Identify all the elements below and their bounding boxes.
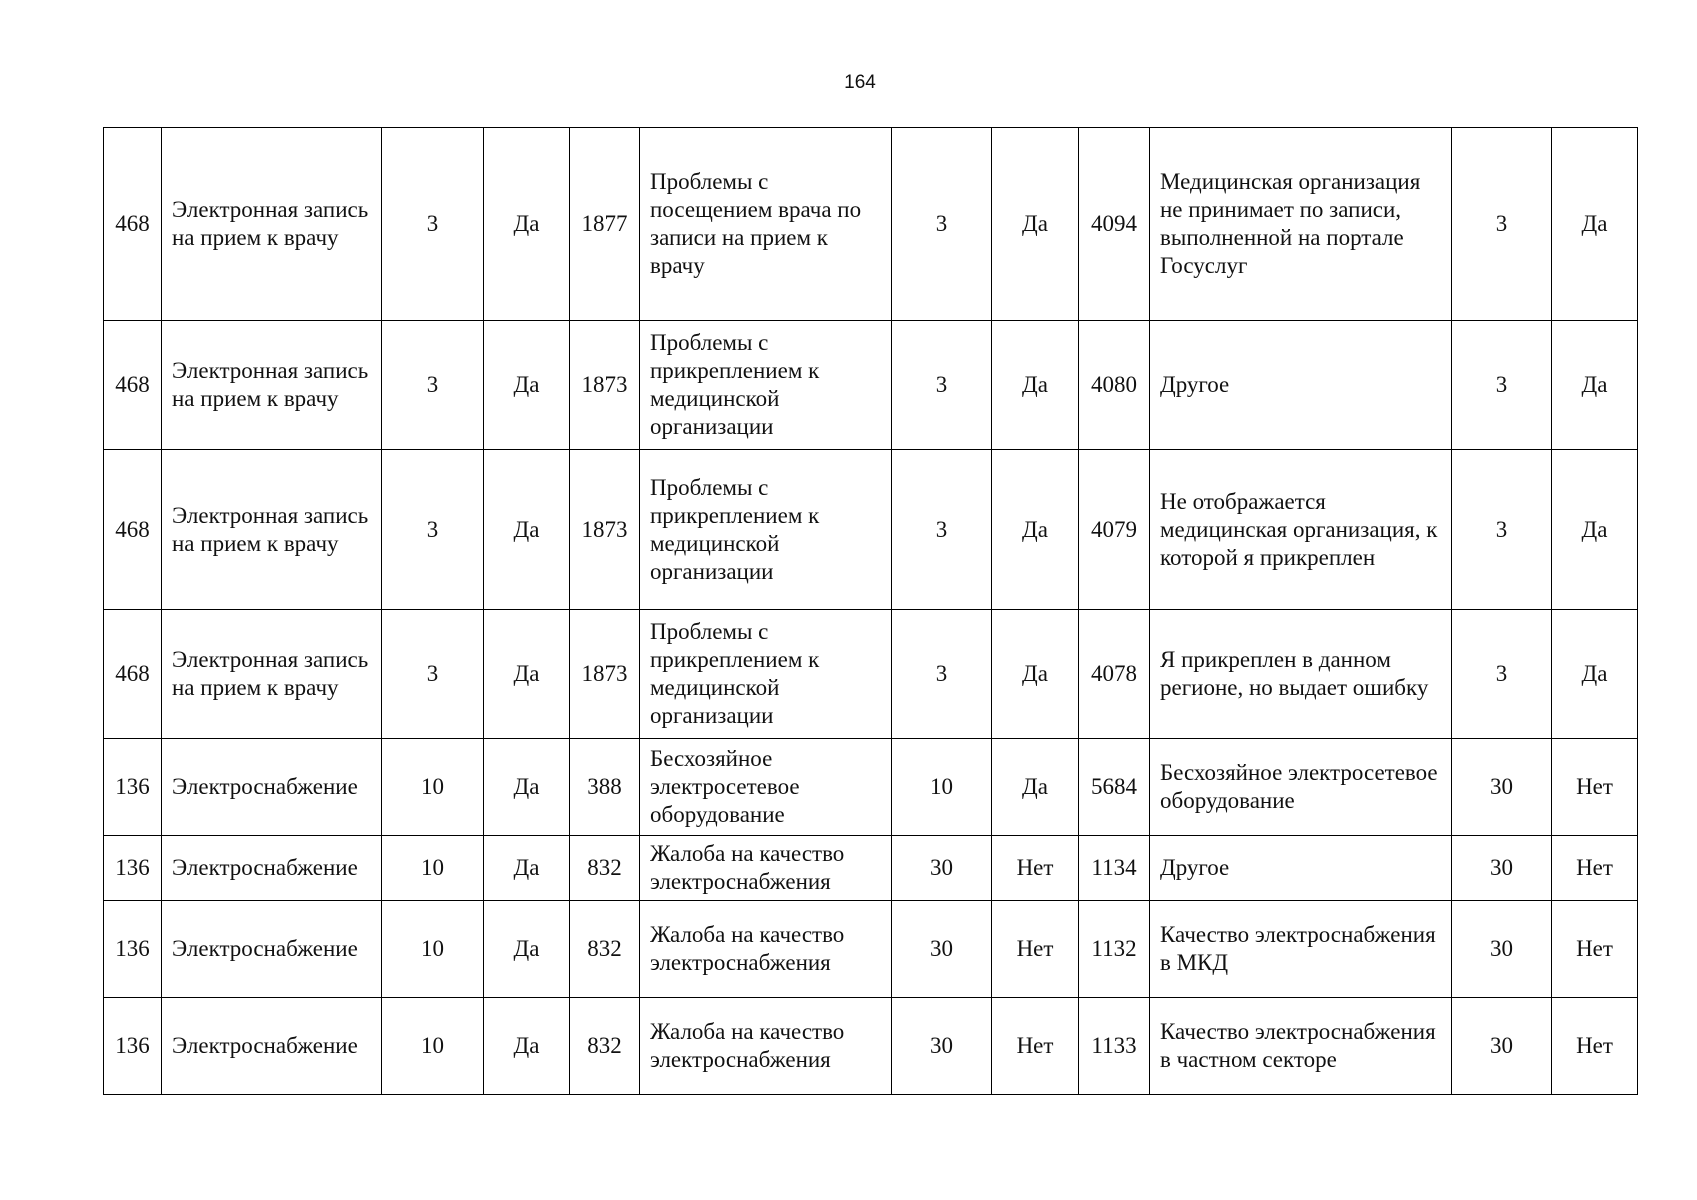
subcategory-id-cell: 1873 (570, 610, 640, 739)
category-name-cell: Электроснабжение (162, 836, 382, 901)
table-row (104, 901, 1638, 998)
category-term-cell: 3 (382, 610, 484, 739)
fact-term-cell: 3 (1452, 610, 1552, 739)
subcategory-name-cell: Бесхозяйное электросетевое оборудование (640, 739, 892, 836)
category-id-cell: 468 (104, 128, 162, 321)
category-flag-cell: Да (484, 450, 570, 610)
subcategory-name-cell: Проблемы с прикреплением к медицинской организации (640, 450, 892, 610)
fact-flag-cell: Нет (1552, 739, 1638, 836)
subcategory-id-cell: 1873 (570, 321, 640, 450)
category-term-cell: 10 (382, 998, 484, 1095)
fact-flag-cell: Да (1552, 321, 1638, 450)
subcategory-flag-cell: Да (992, 610, 1079, 739)
fact-id-cell: 4094 (1079, 128, 1150, 321)
subcategory-flag-cell: Да (992, 739, 1079, 836)
fact-term-cell: 30 (1452, 901, 1552, 998)
subcategory-name-cell: Проблемы с прикреплением к медицинской организации (640, 610, 892, 739)
fact-flag-cell: Нет (1552, 836, 1638, 901)
fact-id-cell: 4078 (1079, 610, 1150, 739)
subcategory-term-cell: 3 (892, 610, 992, 739)
category-flag-cell: Да (484, 739, 570, 836)
subcategory-term-cell: 3 (892, 450, 992, 610)
category-id-cell: 136 (104, 998, 162, 1095)
category-id-cell: 136 (104, 901, 162, 998)
subcategory-term-cell: 3 (892, 128, 992, 321)
subcategory-term-cell: 3 (892, 321, 992, 450)
subcategory-term-cell: 30 (892, 901, 992, 998)
category-name-cell: Электронная запись на прием к врачу (162, 128, 382, 321)
table-row (104, 739, 1638, 836)
fact-flag-cell: Нет (1552, 901, 1638, 998)
category-name-cell: Электронная запись на прием к врачу (162, 610, 382, 739)
fact-name-cell: Качество электроснабжения в частном секторе (1150, 998, 1452, 1095)
fact-flag-cell: Да (1552, 610, 1638, 739)
subcategory-flag-cell: Да (992, 128, 1079, 321)
subcategory-name-cell: Жалоба на качество электроснабжения (640, 901, 892, 998)
subcategory-term-cell: 30 (892, 998, 992, 1095)
subcategory-flag-cell: Нет (992, 901, 1079, 998)
page-number: 164 (844, 72, 876, 93)
category-flag-cell: Да (484, 321, 570, 450)
fact-term-cell: 30 (1452, 998, 1552, 1095)
category-flag-cell: Да (484, 901, 570, 998)
fact-id-cell: 1132 (1079, 901, 1150, 998)
fact-flag-cell: Да (1552, 128, 1638, 321)
subcategory-name-cell: Проблемы с посещением врача по записи на прием к врачу (640, 128, 892, 321)
fact-flag-cell: Нет (1552, 998, 1638, 1095)
fact-name-cell: Медицинская организация не принимает по записи, выполненной на портале Госуслуг (1150, 128, 1452, 321)
category-term-cell: 10 (382, 901, 484, 998)
category-id-cell: 468 (104, 321, 162, 450)
fact-name-cell: Бесхозяйное электросетевое оборудование (1150, 739, 1452, 836)
category-flag-cell: Да (484, 610, 570, 739)
subcategory-id-cell: 832 (570, 836, 640, 901)
fact-id-cell: 1133 (1079, 998, 1150, 1095)
fact-id-cell: 4079 (1079, 450, 1150, 610)
subcategory-id-cell: 832 (570, 901, 640, 998)
subcategory-term-cell: 30 (892, 836, 992, 901)
fact-id-cell: 1134 (1079, 836, 1150, 901)
table-row (104, 128, 1638, 321)
category-id-cell: 136 (104, 836, 162, 901)
category-term-cell: 10 (382, 836, 484, 901)
registry-table (103, 127, 1638, 1095)
subcategory-flag-cell: Нет (992, 998, 1079, 1095)
subcategory-flag-cell: Да (992, 321, 1079, 450)
table-row (104, 450, 1638, 610)
fact-flag-cell: Да (1552, 450, 1638, 610)
category-flag-cell: Да (484, 836, 570, 901)
subcategory-name-cell: Жалоба на качество электроснабжения (640, 836, 892, 901)
category-name-cell: Электронная запись на прием к врачу (162, 321, 382, 450)
fact-name-cell: Другое (1150, 321, 1452, 450)
subcategory-name-cell: Проблемы с прикреплением к медицинской организации (640, 321, 892, 450)
fact-id-cell: 5684 (1079, 739, 1150, 836)
table-row (104, 321, 1638, 450)
subcategory-id-cell: 1873 (570, 450, 640, 610)
category-id-cell: 468 (104, 450, 162, 610)
category-name-cell: Электронная запись на прием к врачу (162, 450, 382, 610)
fact-term-cell: 3 (1452, 128, 1552, 321)
fact-term-cell: 30 (1452, 836, 1552, 901)
category-term-cell: 3 (382, 450, 484, 610)
subcategory-name-cell: Жалоба на качество электроснабжения (640, 998, 892, 1095)
table-row (104, 610, 1638, 739)
category-term-cell: 3 (382, 128, 484, 321)
subcategory-id-cell: 388 (570, 739, 640, 836)
category-name-cell: Электроснабжение (162, 739, 382, 836)
fact-term-cell: 3 (1452, 321, 1552, 450)
category-id-cell: 136 (104, 739, 162, 836)
fact-name-cell: Другое (1150, 836, 1452, 901)
subcategory-id-cell: 832 (570, 998, 640, 1095)
subcategory-term-cell: 10 (892, 739, 992, 836)
category-flag-cell: Да (484, 128, 570, 321)
category-flag-cell: Да (484, 998, 570, 1095)
subcategory-id-cell: 1877 (570, 128, 640, 321)
fact-name-cell: Не отображается медицинская организация, к которой я прикреплен (1150, 450, 1452, 610)
fact-id-cell: 4080 (1079, 321, 1150, 450)
subcategory-flag-cell: Да (992, 450, 1079, 610)
category-id-cell: 468 (104, 610, 162, 739)
fact-name-cell: Я прикреплен в данном регионе, но выдает ошибку (1150, 610, 1452, 739)
category-term-cell: 10 (382, 739, 484, 836)
category-term-cell: 3 (382, 321, 484, 450)
fact-term-cell: 3 (1452, 450, 1552, 610)
fact-term-cell: 30 (1452, 739, 1552, 836)
category-name-cell: Электроснабжение (162, 998, 382, 1095)
fact-name-cell: Качество электроснабжения в МКД (1150, 901, 1452, 998)
table-row (104, 998, 1638, 1095)
subcategory-flag-cell: Нет (992, 836, 1079, 901)
category-name-cell: Электроснабжение (162, 901, 382, 998)
table-row (104, 836, 1638, 901)
